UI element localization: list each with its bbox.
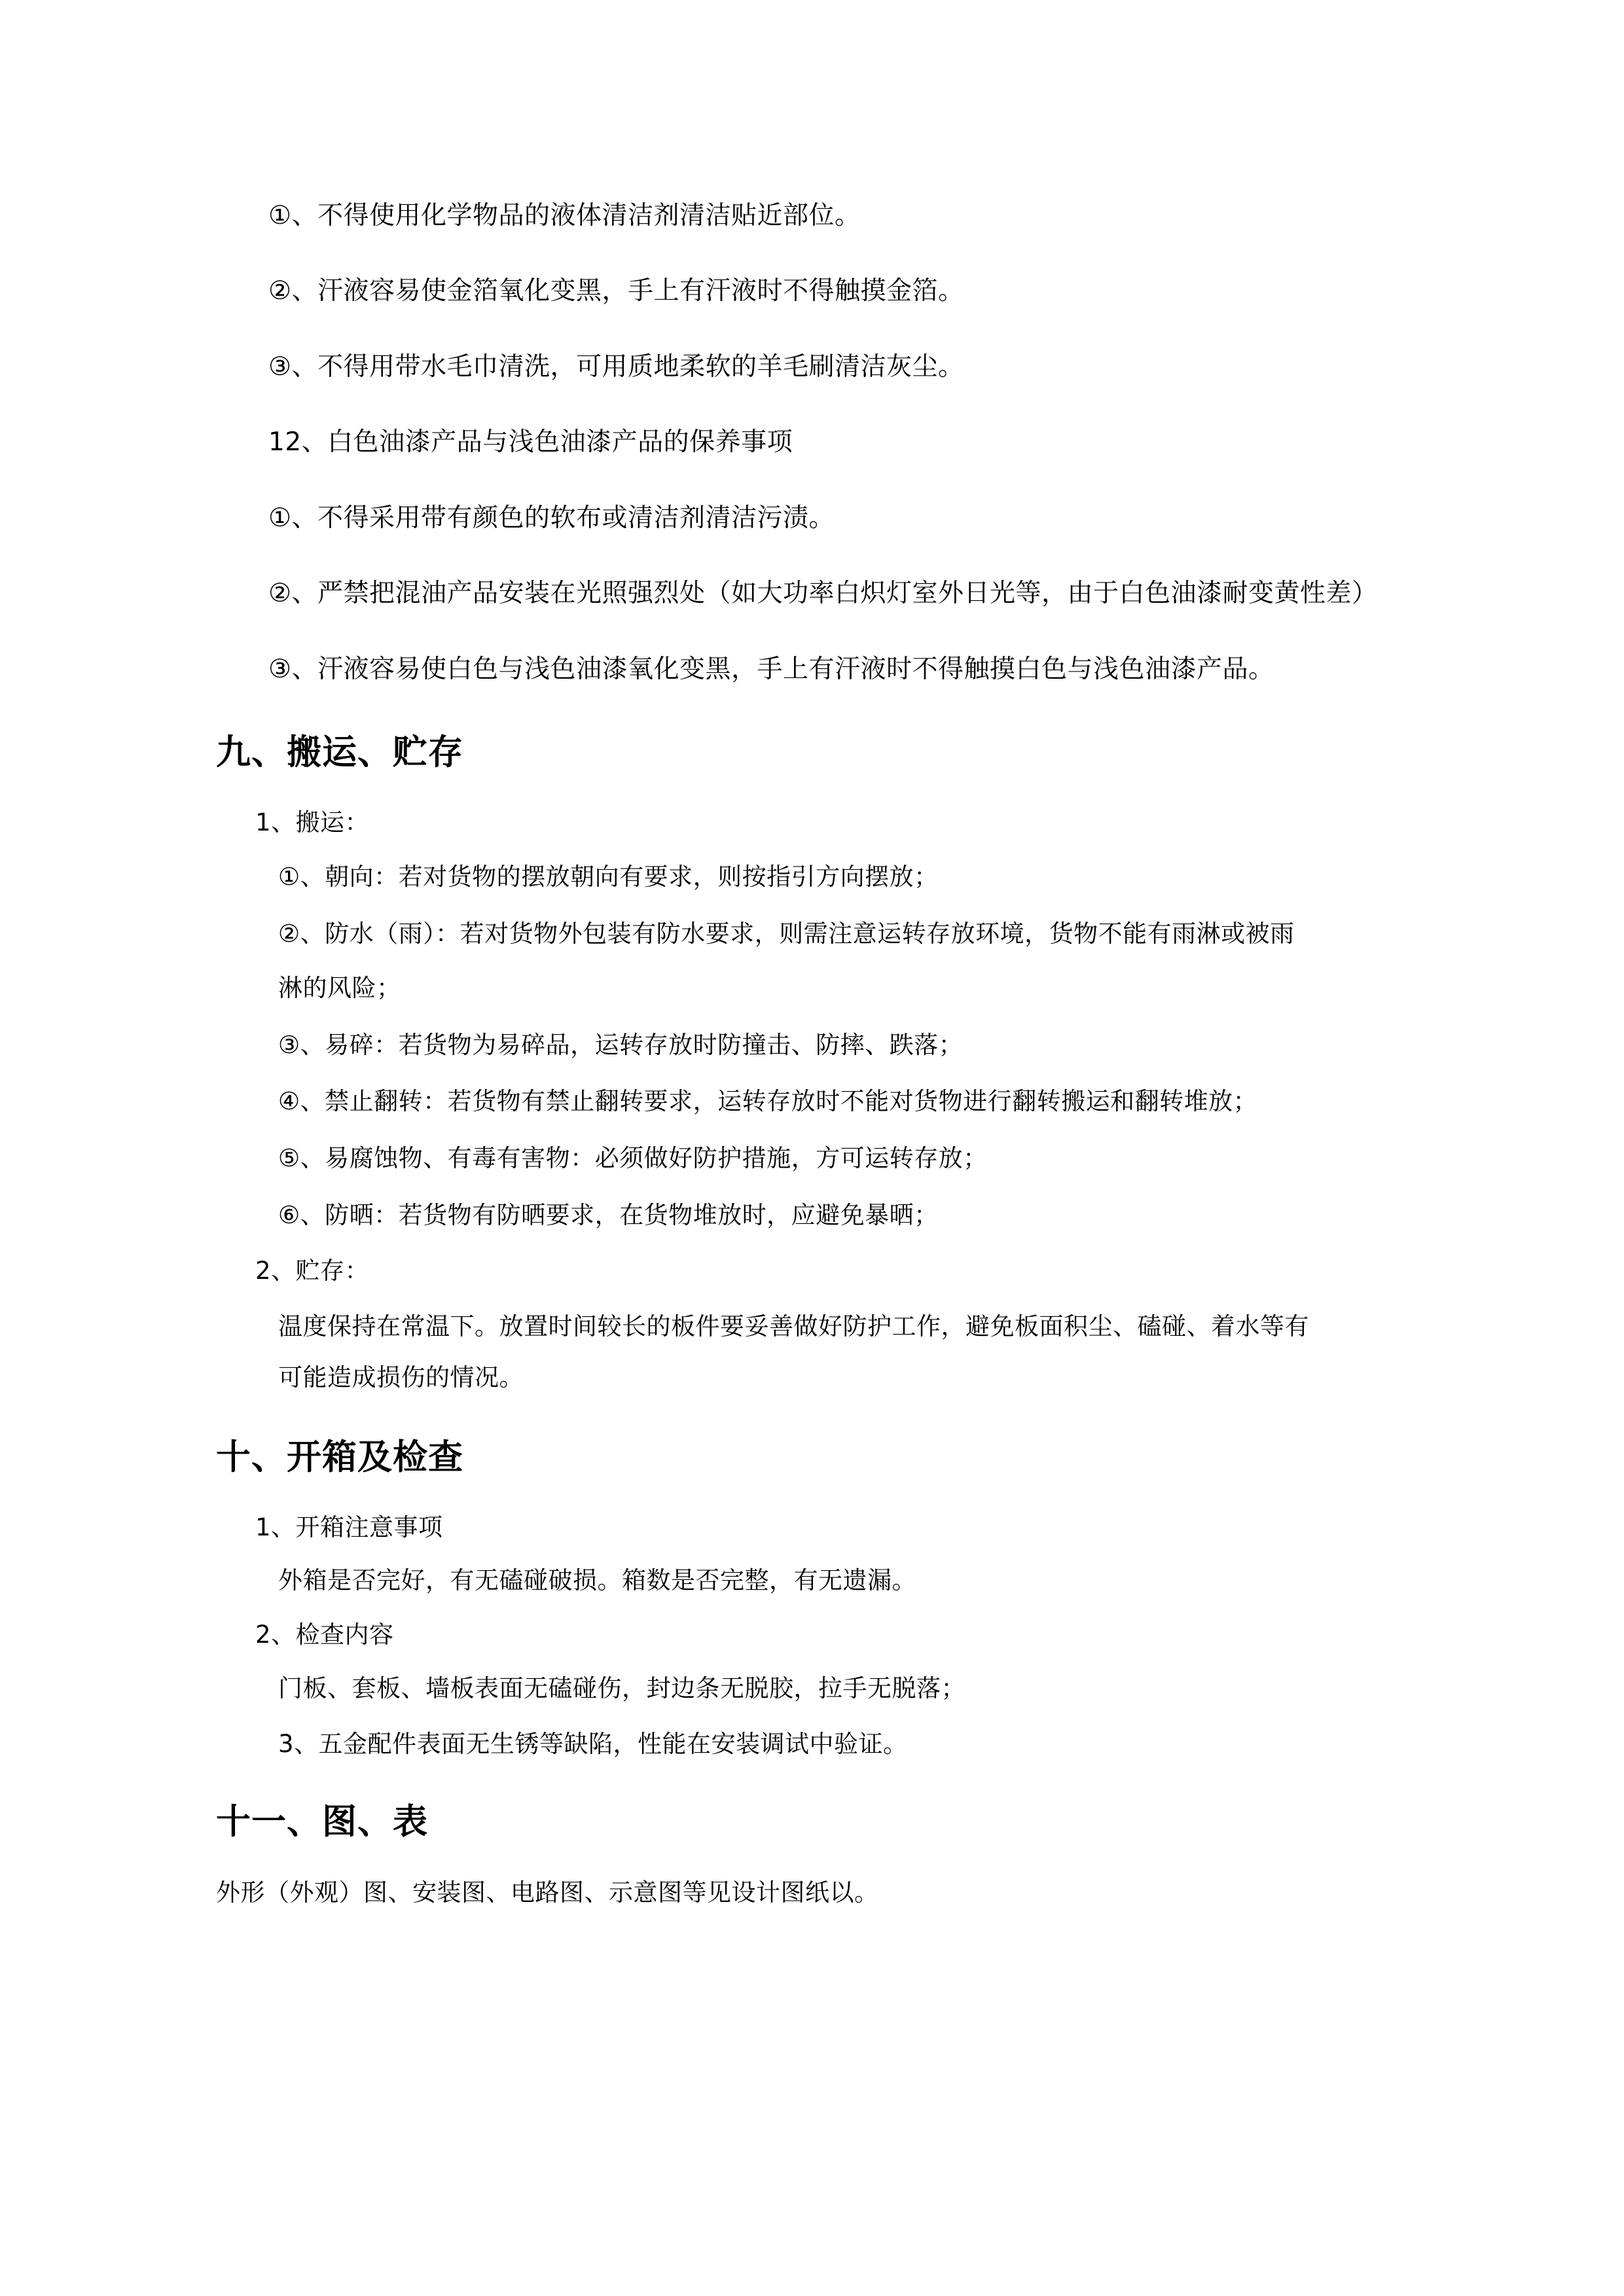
subsection-label-transport: 1、搬运： — [255, 808, 370, 837]
list-item: ②、防水（雨）：若对货物外包装有防水要求，则需注意运转存放环境，货物不能有雨淋或被雨 — [278, 920, 1295, 948]
subsection-label-storage: 2、贮存： — [255, 1256, 370, 1285]
list-item: ①、朝向：若对货物的摆放朝向有要求，则按指引方向摆放； — [278, 863, 939, 891]
list-item: ②、严禁把混油产品安装在光照强烈处（如大功率白炽灯室外日光等，由于白色油漆耐变黄性差） — [268, 579, 1378, 609]
section-heading-ten: 十、开箱及检查 — [216, 1437, 463, 1477]
section-heading-nine: 九、搬运、贮存 — [216, 732, 463, 773]
list-item: 3、五金配件表面无生锈等缺陷，性能在安装调试中验证。 — [278, 1729, 908, 1758]
paragraph-continuation: 可能造成损伤的情况。 — [278, 1363, 524, 1392]
paragraph: 外形（外观）图、安装图、电路图、示意图等见设计图纸以。 — [216, 1878, 879, 1907]
list-item: ①、不得使用化学物品的液体清洁剂清洁贴近部位。 — [268, 201, 861, 230]
paragraph: 外箱是否完好，有无磕碰破损。箱数是否完整，有无遗漏。 — [278, 1566, 916, 1595]
subsection-label-unpacking: 1、开箱注意事项 — [255, 1513, 443, 1541]
paragraph: 门板、套板、墙板表面无磕碰伤，封边条无脱胶，拉手无脱落； — [278, 1674, 965, 1702]
section-heading-eleven: 十一、图、表 — [216, 1802, 428, 1842]
list-item-continuation: 淋的风险； — [278, 973, 401, 1002]
list-item: ③、易碎：若货物为易碎品，运转存放时防撞击、防摔、跌落； — [278, 1030, 964, 1059]
list-item: ⑤、易腐蚀物、有毒有害物：必须做好防护措施，方可运转存放； — [278, 1144, 988, 1173]
subsection-label-inspection: 2、检查内容 — [255, 1621, 394, 1649]
list-item: ①、不得采用带有颜色的软布或清洁剂清洁污渍。 — [268, 503, 835, 533]
list-item: ③、汗液容易使白色与浅色油漆氧化变黑，手上有汗液时不得触摸白色与浅色油漆产品。 — [268, 654, 1274, 684]
list-item: 12、白色油漆产品与浅色油漆产品的保养事项 — [268, 427, 793, 457]
document-body — [216, 196, 1473, 1912]
list-item: ②、汗液容易使金箔氧化变黑，手上有汗液时不得触摸金箔。 — [268, 276, 964, 306]
list-item: ③、不得用带水毛巾清洗，可用质地柔软的羊毛刷清洁灰尘。 — [268, 351, 964, 382]
list-item: ⑥、防晒：若货物有防晒要求，在货物堆放时，应避免暴晒； — [278, 1200, 939, 1229]
paragraph: 温度保持在常温下。放置时间较长的板件要妥善做好防护工作，避免板面积尘、磕碰、着水等有 — [278, 1312, 1309, 1340]
list-item: ④、禁止翻转：若货物有禁止翻转要求，运转存放时不能对货物进行翻转搬运和翻转堆放； — [278, 1087, 1258, 1116]
